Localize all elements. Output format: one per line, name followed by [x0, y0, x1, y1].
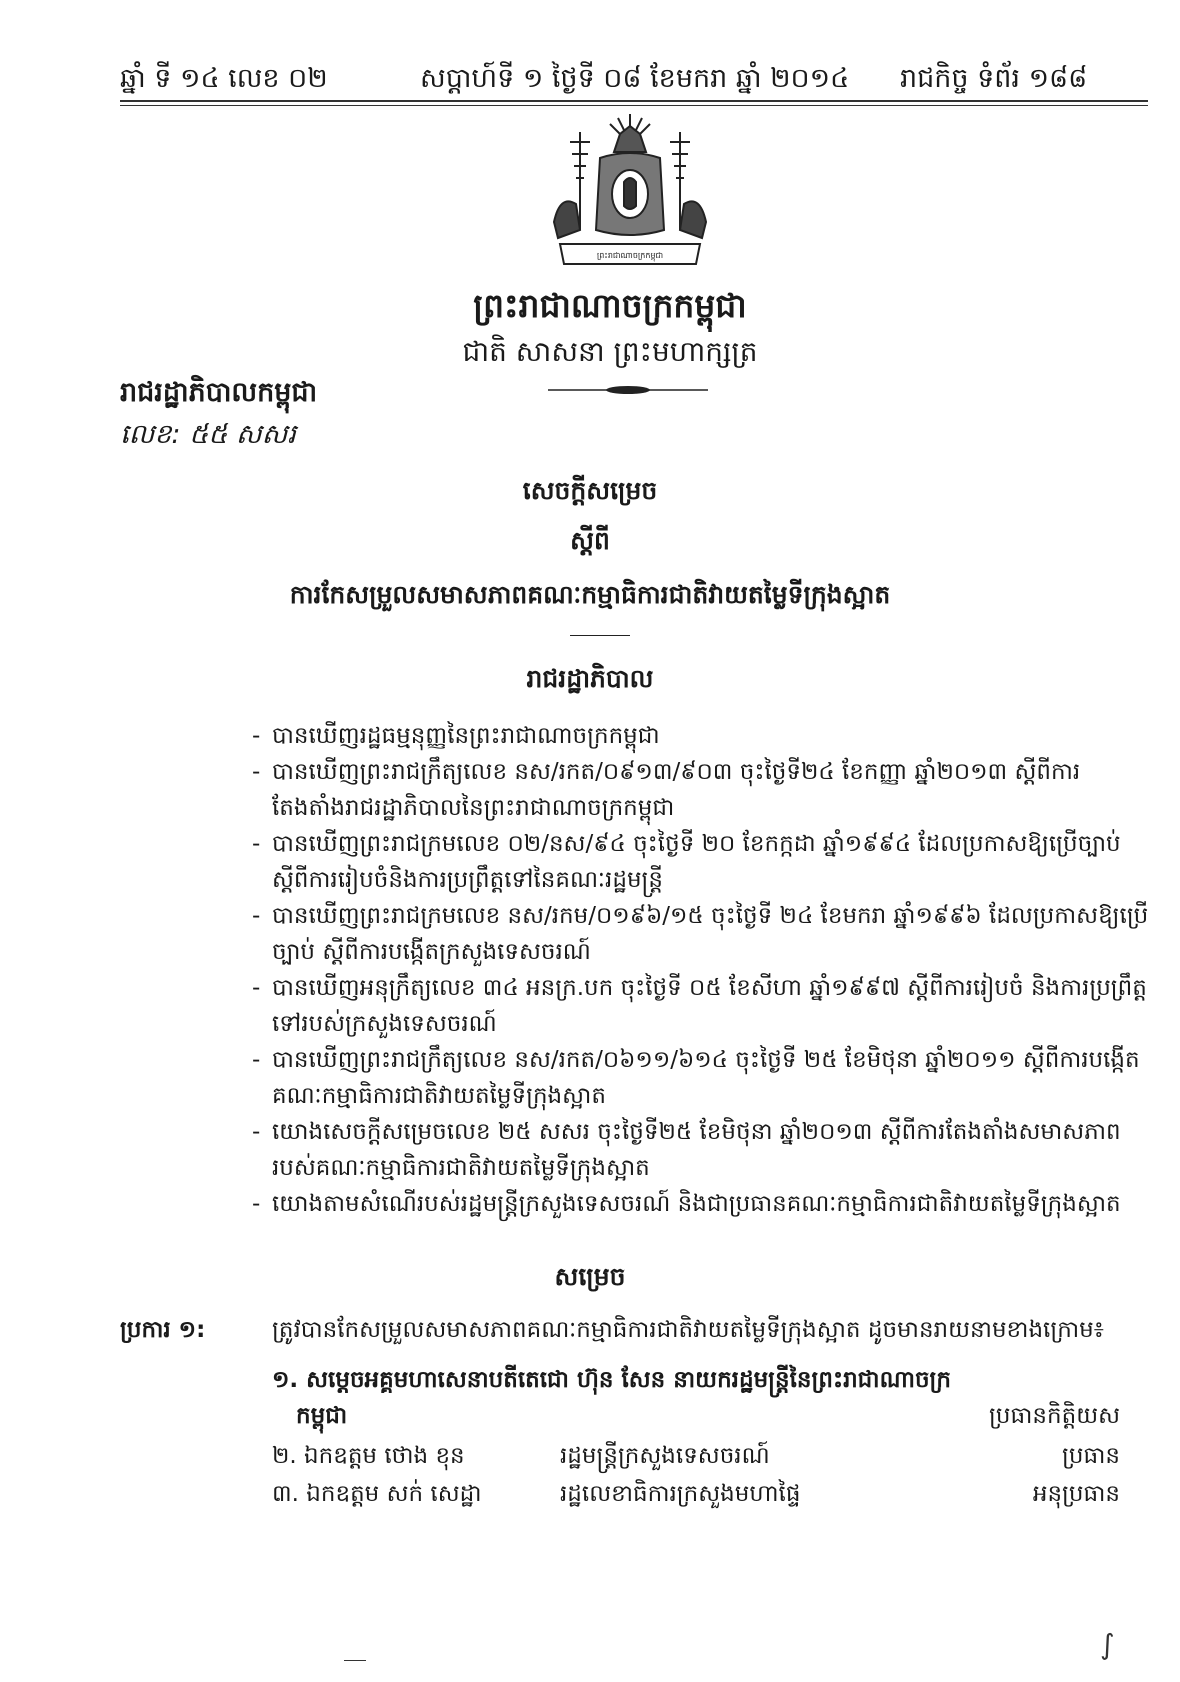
preamble-item: - បានឃើញព្រះរាជក្រឹត្យលេខ នស/រកត/០៦១១/៦១៤ ចុះថ្ងៃទី ២៥ ខែមិថុនា ឆ្នាំ២០១១ ស្តីពីការបង្កើតគណៈកម្មាធិការជាតិវាយតម្លៃទីក្រុងស្អាត [252, 1047, 1140, 1109]
member-3-name: ៣. ឯកឧត្តម សក់ សេដ្ឋា [272, 1481, 482, 1507]
document-type: សេចក្តីសម្រេច [522, 476, 658, 505]
decides-heading: សម្រេច [554, 1262, 626, 1291]
member-1-role: ប្រធានកិត្តិយស [989, 1403, 1120, 1429]
member-3-position: រដ្ឋលេខាធិការក្រសួងមហាផ្ទៃ [560, 1481, 801, 1507]
article-1-text: ត្រូវបានកែសម្រួលសមាសភាពគណៈកម្មាធិការជាតិវាយតម្លៃទីក្រុងស្អាត ដូចមានរាយនាមខាងក្រោម៖ [272, 1317, 1104, 1343]
member-3-role: អនុប្រធាន [1032, 1481, 1120, 1507]
preamble-item: - បានឃើញព្រះរាជក្រមលេខ ០២/នស/៩៤ ចុះថ្ងៃទី ២០ ខែកក្កដា ឆ្នាំ១៩៩៤ ដែលប្រកាសឱ្យប្រើច្បាប់ស្តីពីការរៀបចំនិងការប្រព្រឹត្តទៅនៃគណៈរដ្ឋមន្ត្រី [252, 831, 1121, 893]
preamble-item: - យោងតាមសំណើរបស់រដ្ឋមន្ត្រីក្រសួងទេសចរណ៍ និងជាប្រធានគណៈកម្មាធិការជាតិវាយតម្លៃទីក្រុងស្អាត [252, 1191, 1121, 1217]
member-2-name: ២. ឯកឧត្តម ថោង ខុន [272, 1443, 465, 1469]
gazette-page: រាជកិច្ច ទំព័រ ១៨៨ [900, 63, 1088, 94]
national-motto: ជាតិ សាសនា ព្រះមហាក្សត្រ [462, 335, 758, 368]
document-number: លេខ: ៥៥ សសរ [120, 419, 296, 450]
royal-coat-of-arms [540, 112, 720, 272]
issuing-body: រាជរដ្ឋាភិបាលកម្ពុជា [120, 377, 318, 408]
emblem-ribbon-text: ព្រះរាជាណាចក្រកម្ពុជា [596, 251, 664, 260]
member-1-line1: ១. សម្តេចអគ្គមហាសេនាបតីតេជោ ហ៊ុន សែន នាយករដ្ឋមន្ត្រីនៃព្រះរាជាណាចក្រ [272, 1367, 951, 1393]
preamble-item: - យោងសេចក្តីសម្រេចលេខ ២៥ សសរ ចុះថ្ងៃទី២៥ ខែមិថុនា ឆ្នាំ២០១៣ ស្តីពីការតែងតាំងសមាសភាពរបស់គណៈកម្មាធិការជាតិវាយតម្លៃទីក្រុងស្អាត [252, 1119, 1121, 1181]
footer-mark [344, 1660, 366, 1661]
preamble-item: - បានឃើញព្រះរាជក្រមលេខ នស/រកម/០១៩៦/១៥ ចុះថ្ងៃទី ២៤ ខែមករា ឆ្នាំ១៩៩៦ ដែលប្រកាសឱ្យប្រើច្បាប់ ស្តីពីការបង្កើតក្រសួងទេសចរណ៍ [252, 903, 1149, 965]
margin-mark: ∫ [1100, 1628, 1115, 1661]
header-rule-double [120, 105, 1148, 106]
member-1-line2: កម្ពុជា [296, 1403, 348, 1429]
authority-heading: រាជរដ្ឋាភិបាល [526, 664, 654, 693]
ornament-divider [548, 383, 708, 397]
preamble-item: - បានឃើញរដ្ឋធម្មនុញ្ញនៃព្រះរាជាណាចក្រកម្ពុជា [252, 723, 660, 749]
member-2-position: រដ្ឋមន្ត្រីក្រសួងទេសចរណ៍ [560, 1443, 770, 1469]
member-2-role: ប្រធាន [1062, 1443, 1120, 1469]
article-1-label: ប្រការ ១: [120, 1317, 206, 1343]
preamble-item: - បានឃើញអនុក្រឹត្យលេខ ៣៤ អនក្រ.បក ចុះថ្ងៃទី ០៥ ខែសីហា ឆ្នាំ១៩៩៧ ស្តីពីការរៀបចំ និងការប្រព្រឹត្តទៅរបស់ក្រសួងទេសចរណ៍ [252, 975, 1147, 1037]
gazette-issue: ឆ្នាំ ទី ១៤ លេខ ០២ [120, 63, 328, 94]
header-rule [120, 100, 1148, 102]
title-divider [570, 635, 630, 636]
about-label: ស្តីពី [570, 526, 610, 555]
subject-title: ការកែសម្រួលសមាសភាពគណៈកម្មាធិការជាតិវាយតម្លៃទីក្រុងស្អាត [289, 580, 891, 609]
preamble-item: - បានឃើញព្រះរាជក្រឹត្យលេខ នស/រកត/០៩១៣/៩០៣ ចុះថ្ងៃទី២៤ ខែកញ្ញា ឆ្នាំ២០១៣ ស្តីពីការតែងតាំងរាជរដ្ឋាភិបាលនៃព្រះរាជាណាចក្រកម្ពុជា [252, 759, 1081, 821]
gazette-date: សប្តាហ៍ទី ១ ថ្ងៃទី ០៨ ខែមករា ឆ្នាំ ២០១៤ [420, 63, 850, 94]
kingdom-name: ព្រះរាជាណាចក្រកម្ពុជា [473, 286, 747, 325]
